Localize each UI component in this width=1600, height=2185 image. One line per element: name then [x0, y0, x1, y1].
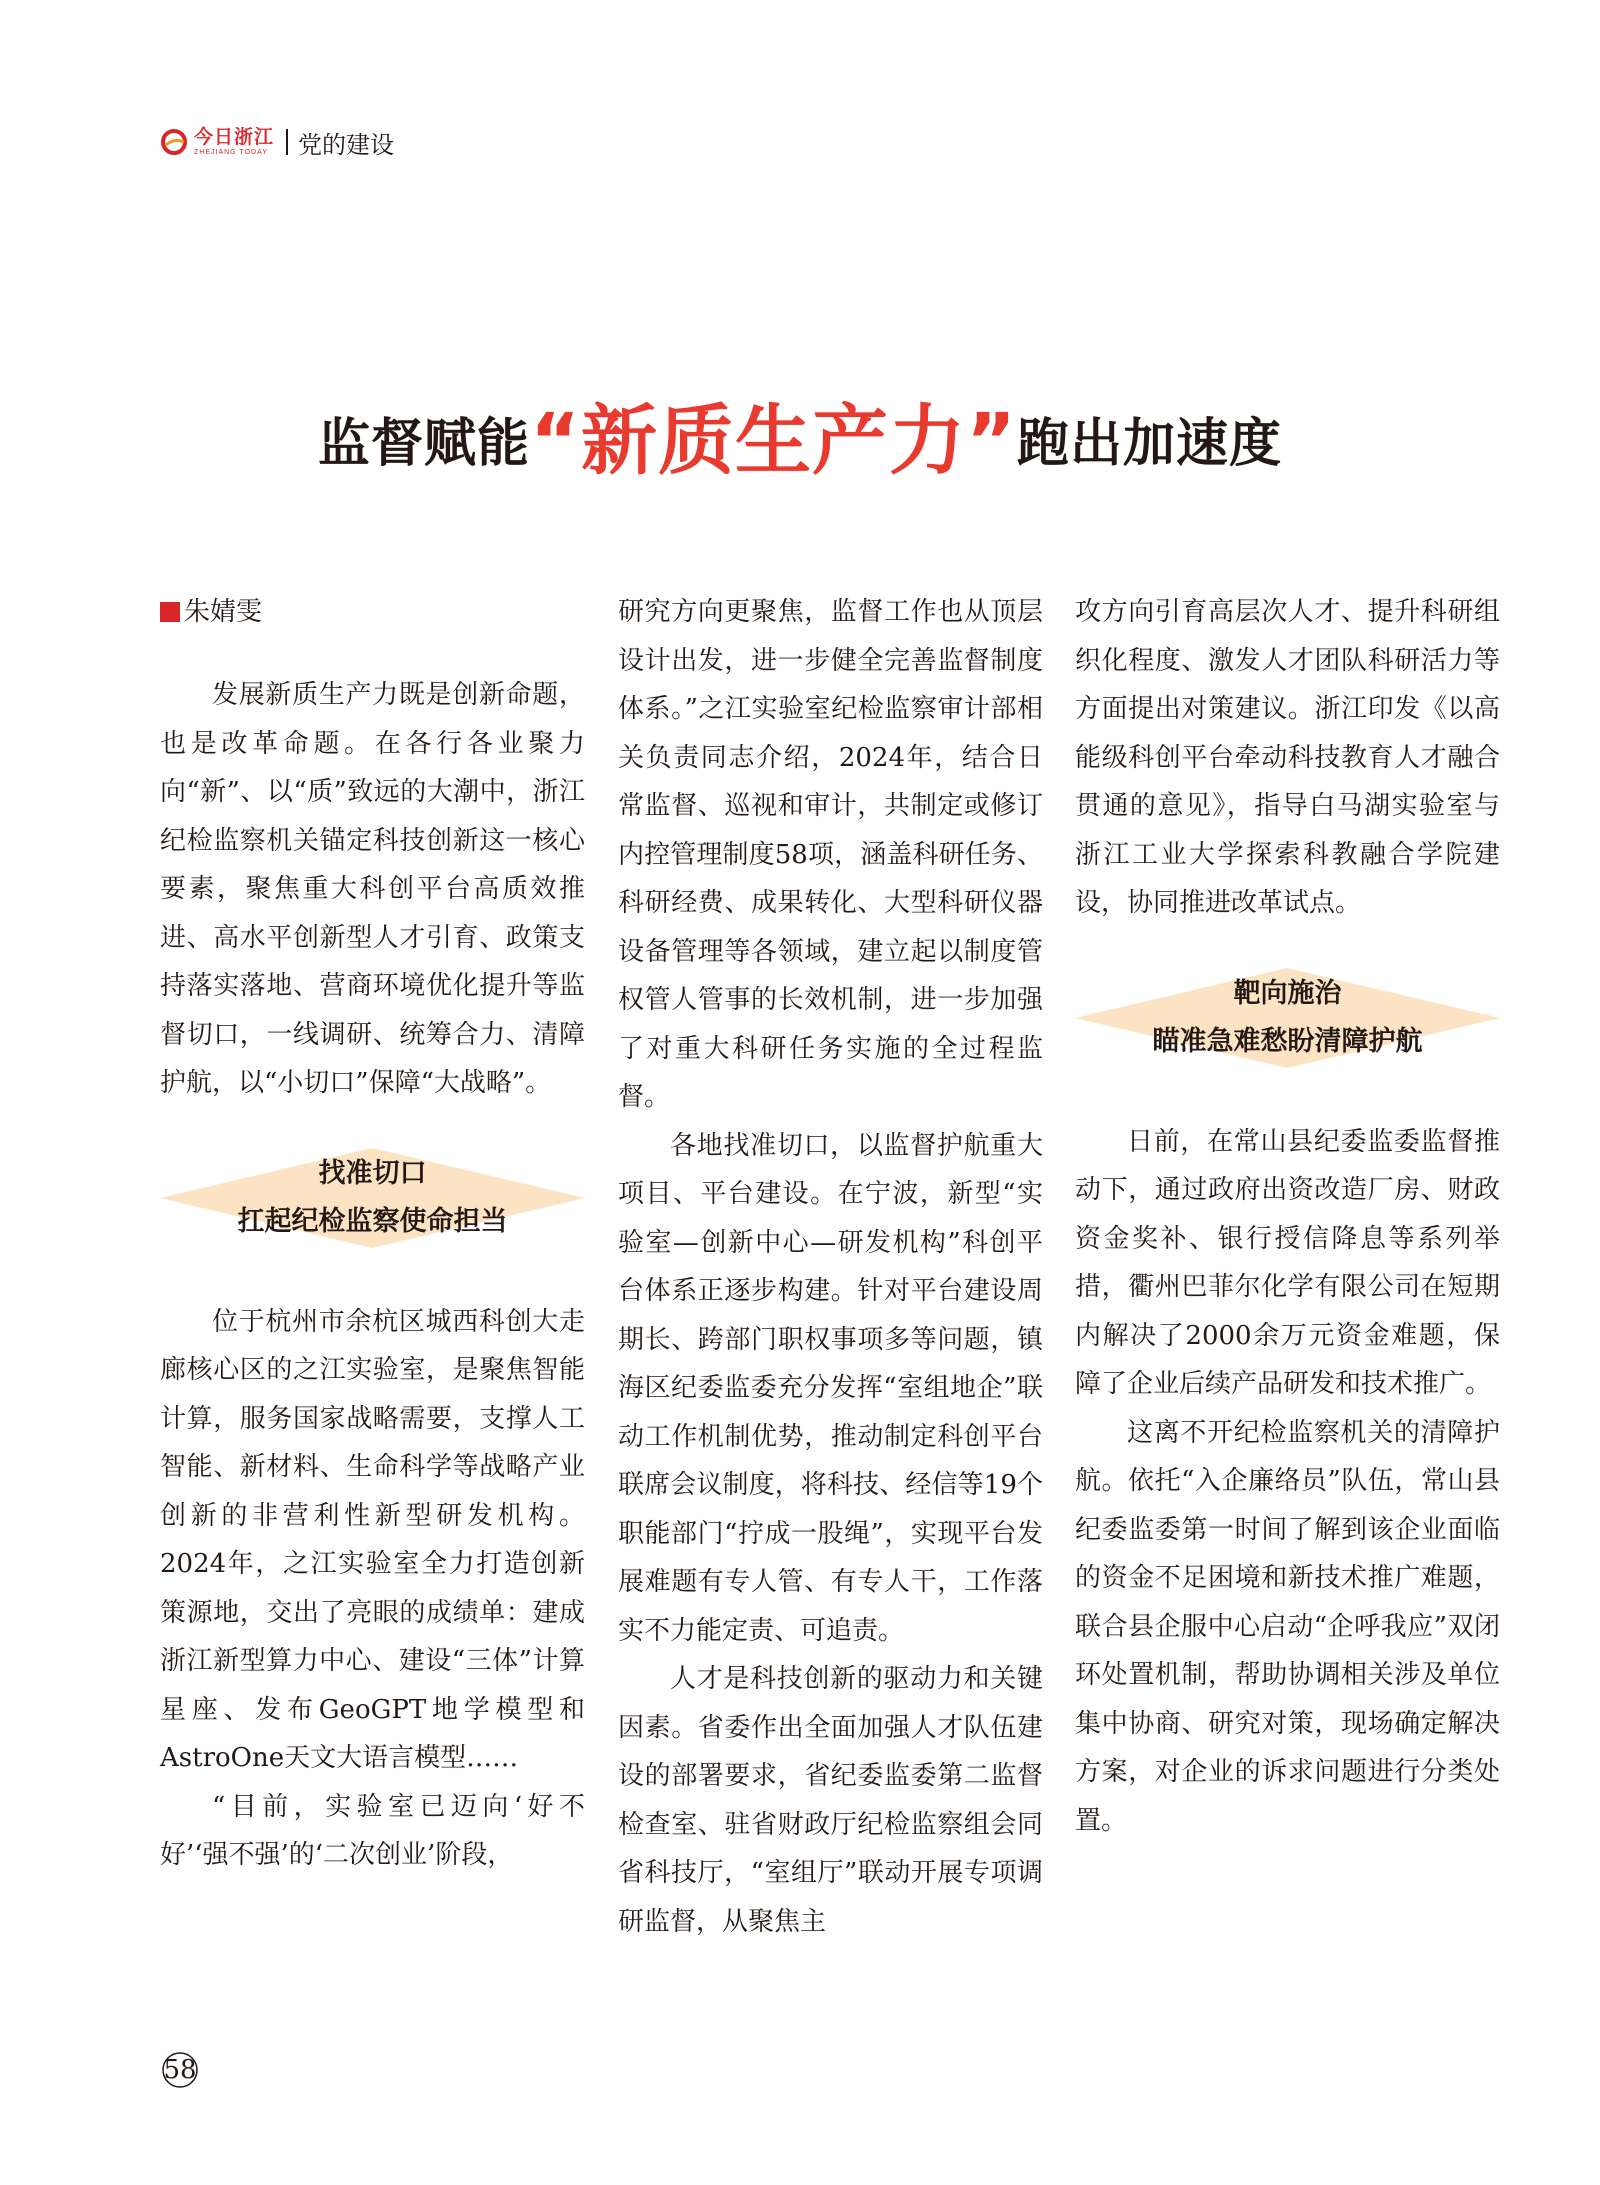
column-1 [160, 588, 585, 1880]
header-divider [286, 129, 288, 155]
subheading-line-2: 瞄准急难愁盼清障护航 [1152, 1025, 1423, 1057]
paragraph: 研究方向更聚焦，监督工作也从顶层设计出发，进一步健全完善监督制度体系。”之江实验室纪检监察审计部相关负责同志介绍，2024年，结合日常监督、巡视和审计，共制定或修订内控管理制度58项，涵盖科研任务、科研经费、成果转化、大型科研仪器设备管理等各领域，建立起以制度管权管人管事的长效机制，进一步加强了对重大科研任务实施的全过程监督。 [618, 597, 1043, 1112]
paragraph: 日前，在常山县纪委监委监督推动下，通过政府出资改造厂房、财政资金奖补、银行授信降息等系列举措，衢州巴菲尔化学有限公司在短期内解决了2000余万元资金难题，保障了企业后续产品研发和技术推广。 [1075, 1126, 1500, 1399]
logo-icon [160, 128, 188, 156]
paragraph: 发展新质生产力既是创新命题，也是改革命题。在各行各业聚力向“新”、以“质”致远的大潮中，浙江纪检监察机关锚定科技创新这一核心要素，聚焦重大科创平台高质效推进、高水平创新型人才引育、政策支持落实落地、营商环境优化提升等监督切口，一线调研、统筹合力、清障护航，以“小切口”保障“大战略”。 [160, 680, 585, 1098]
subheading-1 [160, 1142, 585, 1254]
column-3 [1075, 588, 1500, 1845]
paragraph: 攻方向引育高层次人才、提升科研组织化程度、激发人才团队科研活力等方面提出对策建议。浙江印发《以高能级科创平台牵动科技教育人才融合贯通的意见》，指导白马湖实验室与浙江工业大学探索科教融合学院建设，协同推进改革试点。 [1075, 597, 1500, 918]
page-number-text: 58 [163, 2055, 197, 2085]
section-name: 党的建设 [298, 130, 395, 159]
paragraph: 各地找准切口，以监督护航重大项目、平台建设。在宁波，新型“实验室—创新中心—研发机构”科创平台体系正逐步构建。针对平台建设周期长、跨部门职权事项多等问题，镇海区纪委监委充分发挥“室组地企”联动工作机制优势，推动制定科创平台联席会议制度，将科技、经信等19个职能部门“拧成一股绳”，实现平台发展难题有专人管、有专人干，工作落实不力能定责、可追责。 [618, 1130, 1043, 1646]
paragraph: 位于杭州市余杭区城西科创大走廊核心区的之江实验室，是聚焦智能计算，服务国家战略需要，支撑人工智能、新材料、生命科学等战略产业创新的非营利性新型研发机构。2024年，之江实验室全力打造创新策源地，交出了亮眼的成绩单：建成浙江新型算力中心、建设“三体”计算星座、发布GeoGPT地学模型和AstroOne天文大语言模型…… [160, 1306, 585, 1773]
title-after: 跑出加速度 [1016, 414, 1282, 474]
logo-en: ZHEJIANG TODAY [194, 149, 268, 156]
paragraph: 这离不开纪检监察机关的清障护航。依托“入企廉络员”队伍，常山县纪委监委第一时间了解到该企业面临的资金不足困境和新技术推广难题，联合县企服中心启动“企呼我应”双闭环处置机制，帮助协调相关涉及单位集中协商、研究对策，现场确定解决方案，对企业的诉求问题进行分类处置。 [1075, 1417, 1500, 1836]
subheading-2 [1075, 962, 1500, 1074]
column-2 [618, 588, 1043, 1946]
logo-text [194, 128, 274, 156]
author-marker-icon [160, 602, 180, 622]
title-highlight: “新质生产力” [530, 396, 1017, 485]
subheading-line-1: 靶向施治 [1233, 977, 1342, 1009]
article-title [0, 380, 1600, 489]
page-number [160, 2050, 200, 2090]
author-name: 朱婧雯 [184, 597, 263, 627]
paragraph: 人才是科技创新的驱动力和关键因素。省委作出全面加强人才队伍建设的部署要求，省纪委监委第二监督检查室、驻省财政厅纪检监察组会同省科技厅，“室组厅”联动开展专项调研监督，从聚焦主 [618, 1664, 1043, 1937]
subheading-line-1: 找准切口 [318, 1157, 427, 1189]
subheading-line-2: 扛起纪检监察使命担当 [237, 1205, 508, 1237]
logo-cn: 今日浙江 [194, 126, 275, 148]
title-before: 监督赋能 [318, 414, 531, 474]
author-byline [160, 588, 585, 636]
page-header [160, 120, 394, 164]
paragraph: “目前，实验室已迈向‘好不好’‘强不强’的‘二次创业’阶段， [160, 1791, 585, 1870]
